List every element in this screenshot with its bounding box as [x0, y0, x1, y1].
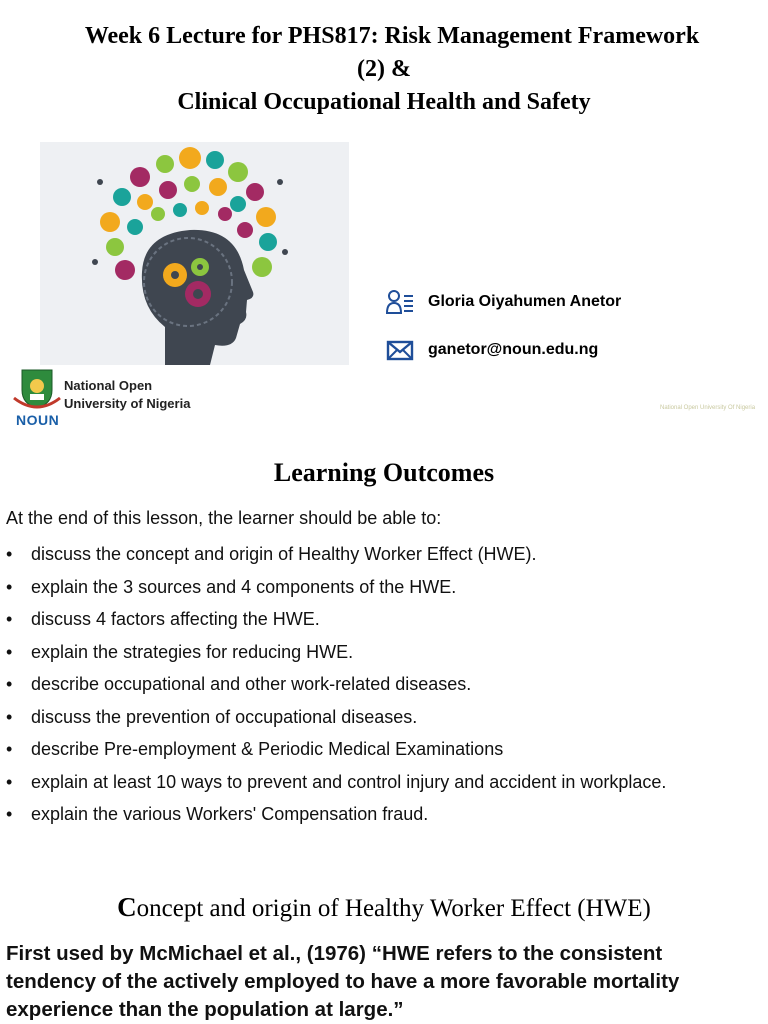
outcomes-intro: At the end of this lesson, the learner should be able to: [6, 508, 442, 528]
section-heading [0, 892, 768, 923]
section-heading-initial: C [117, 892, 137, 922]
list-item: • discuss the concept and origin of Healthy Worker Effect (HWE). [6, 538, 756, 571]
list-item: • explain the 3 sources and 4 components of the HWE. [6, 571, 756, 604]
list-item: • discuss the prevention of occupational diseases. [6, 701, 756, 734]
institution-name [64, 377, 190, 413]
title-line-2: (2) & [357, 56, 411, 82]
list-item: • describe Pre-employment & Periodic Medical Examinations [6, 733, 756, 766]
author-row [386, 287, 726, 317]
learning-outcomes-heading: Learning Outcomes [273, 458, 495, 487]
email-row [386, 335, 726, 365]
list-item: • explain the strategies for reducing HWE. [6, 636, 756, 669]
title-line-3: Clinical Occupational Health and Safety [177, 89, 591, 115]
list-item: • describe occupational and other work-related diseases. [6, 668, 756, 701]
hwe-definition: First used by McMichael et al., (1976) “HWE refers to the consistent tendency of the actively employed to have a more favorable mortality experience than the population at large.” [6, 942, 680, 1021]
list-item: • discuss 4 factors affecting the HWE. [6, 603, 756, 636]
institution-line-2: University of Nigeria [64, 396, 191, 411]
envelope-icon [386, 337, 414, 363]
title-line-1: Week 6 Lecture for PHS817: Risk Management Framework [84, 23, 700, 49]
noun-logo-text: NOUN [16, 412, 60, 428]
person-list-icon [386, 289, 414, 315]
page-title [0, 20, 768, 119]
list-item: • explain the various Workers' Compensation fraud. [6, 798, 756, 831]
author-email[interactable]: ganetor@noun.edu.ng [428, 341, 599, 358]
hero-illustration [40, 142, 349, 365]
section-heading-text: oncept and origin of Healthy Worker Effect (HWE) [136, 895, 651, 922]
list-item: • explain at least 10 ways to prevent and control injury and accident in workplace. [6, 766, 671, 799]
outcomes-list [6, 538, 756, 831]
author-name: Gloria Oiyahumen Anetor [428, 293, 622, 310]
institution-line-1: National Open [64, 378, 153, 393]
faint-caption: National Open University Of Nigeria [660, 405, 756, 411]
